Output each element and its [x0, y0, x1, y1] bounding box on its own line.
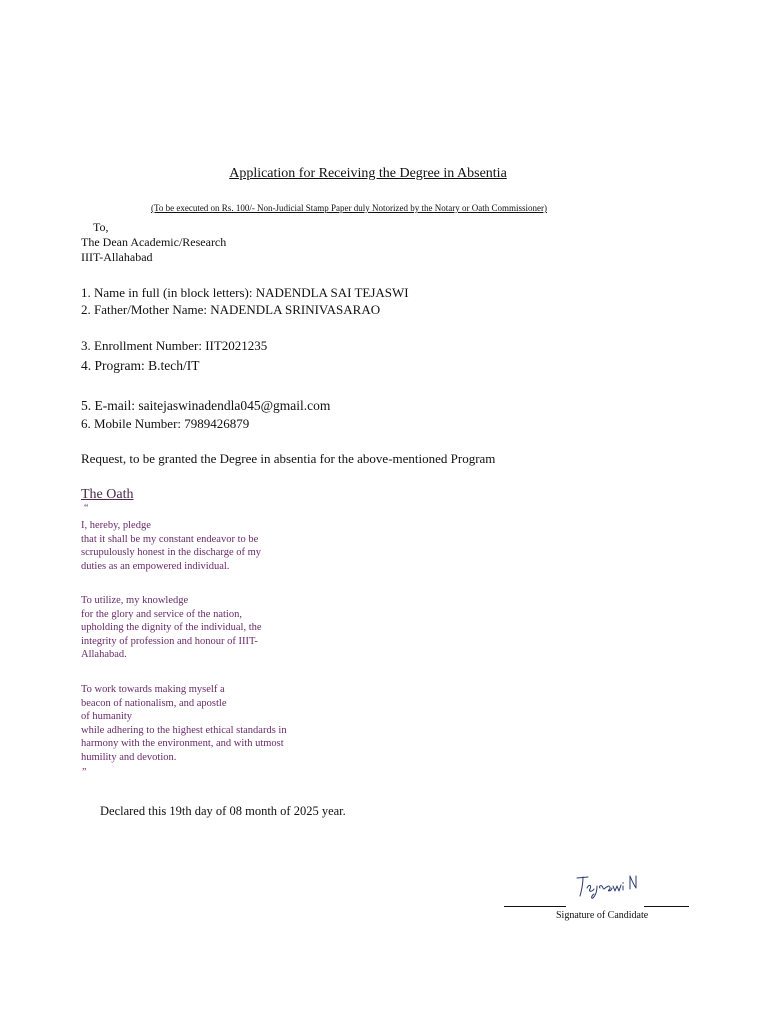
field-enrollment: 3. Enrollment Number: IIT2021235 [81, 338, 268, 353]
request-text: Request, to be granted the Degree in absentia for the above-mentioned Program [81, 451, 496, 466]
oath-line: that it shall be my constant endeavor to be [81, 533, 259, 545]
oath-paragraph-2 [81, 594, 262, 662]
oath-line: To work towards making myself a [81, 684, 225, 695]
oath-line: while adhering to the highest ethical standards in [81, 724, 287, 736]
declaration-text: Declared this 19th day of 08 month of 2025 year. [100, 804, 346, 818]
oath-line: To utilize, my knowledge [81, 595, 189, 606]
oath-line: of humanity [81, 711, 133, 723]
oath-line: for the glory and service of the nation, [81, 608, 242, 620]
address-line-1: The Dean Academic/Research [81, 235, 227, 249]
signature-line-right [644, 906, 689, 907]
document-title: Application for Receiving the Degree in Absentia [229, 166, 507, 181]
oath-line: scrupulously honest in the discharge of my [81, 547, 262, 559]
oath-open-quote: “ [84, 503, 89, 514]
address-line-2: IIIT-Allahabad [81, 250, 153, 264]
oath-line: integrity of profession and honour of IIIT- [81, 635, 258, 647]
oath-line: beacon of nationalism, and apostle [81, 697, 227, 709]
oath-line: I, hereby, pledge [81, 520, 151, 531]
oath-line: humility and devotion. [81, 751, 177, 763]
signature-image [574, 872, 638, 902]
field-name: 1. Name in full (in block letters): NADENDLA SAI TEJASWI [81, 285, 409, 300]
oath-line: Allahabad. [81, 649, 127, 661]
signature-label: Signature of Candidate [556, 910, 649, 921]
oath-close-quote: ” [82, 767, 87, 778]
oath-paragraph-3 [81, 683, 287, 765]
oath-line: harmony with the environment, and with utmost [81, 738, 284, 750]
oath-heading: The Oath [81, 487, 134, 502]
oath-line: upholding the dignity of the individual, the [81, 622, 262, 634]
oath-paragraph-1 [81, 519, 261, 573]
field-email: 5. E-mail: saitejaswinadendla045@gmail.com [81, 398, 331, 413]
field-mobile: 6. Mobile Number: 7989426879 [81, 416, 250, 431]
address-to: To, [93, 220, 109, 234]
oath-line: duties as an empowered individual. [81, 560, 230, 572]
field-program: 4. Program: B.tech/IT [81, 358, 200, 373]
document-subtitle: (To be executed on Rs. 100/- Non-Judicial Stamp Paper duly Notorized by the Notary or Oath Commissioner) [150, 203, 548, 213]
signature-line-left [504, 906, 566, 907]
field-parent-name: 2. Father/Mother Name: NADENDLA SRINIVASARAO [81, 302, 381, 317]
